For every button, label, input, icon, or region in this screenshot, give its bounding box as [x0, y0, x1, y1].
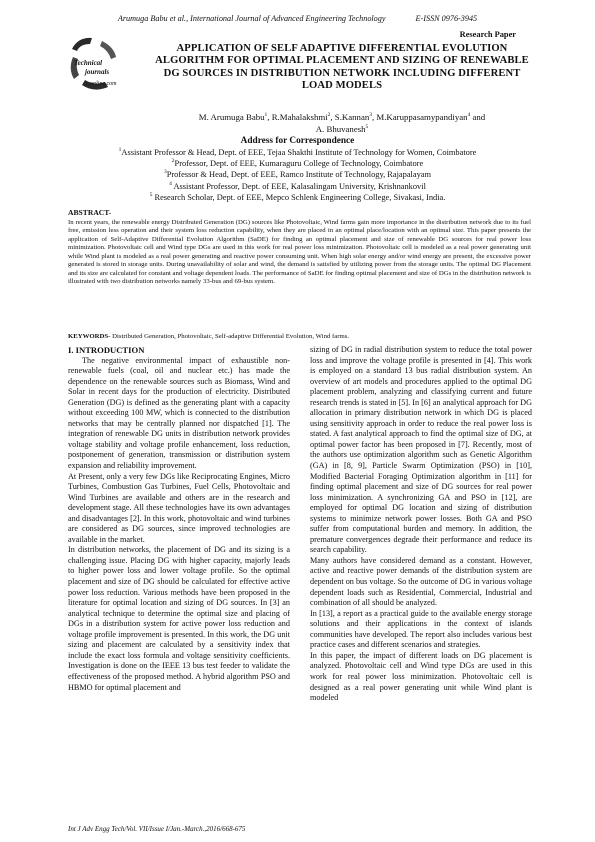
keywords-text: Distributed Generation, Photovoltaic, Self-adaptive Differential Evolution, Wind farms.	[110, 333, 350, 340]
paragraph: The negative environmental impact of exhaustible non-renewable fuels (coal, oil and nuclear etc.) has made the dependence on the renewable sources such as Biomass, Wind and Solar in recent days for the production of electricity. Distributed Generation (DG) is defined as the generating plant with a capacity without exceeding 100 MW, which is connected to the distribution networks that may be centrally planned nor dispatched [1]. The integration of renewable DG units in distribution network provides voltage stability and voltage profile enhancement, loss reduction, postponement of generation, transmission or distribution system expansion and reliability improvement.	[68, 355, 290, 471]
paragraph: Many authors have considered demand as a constant. However, active and reactive power demands of the distribution system are dependent on bus voltage. So the outcome of DG in various voltage dependent loads such as Residential, Commercial, Industrial and combination of all should be analyzed.	[310, 555, 532, 608]
paragraph: In [13], a report as a practical guide to the available energy storage solutions and their applications in the context of islands communities have developed. The report also includes various best practice cases and different scenarios and strategies.	[310, 608, 532, 650]
logo-text-3: online.com	[90, 81, 117, 87]
running-header	[0, 14, 595, 23]
paper-type: Research Paper	[459, 30, 516, 39]
abstract-label: ABSTRACT-	[68, 208, 112, 217]
logo-text-1: Technical	[74, 59, 103, 67]
logo-text-2: journals	[85, 68, 110, 76]
affiliation-line: $^5$ Research Scholar, Dept. of EEE, Mepco Schlenk Engineering College, Sivakasi, India.	[149, 192, 446, 202]
correspondence-heading: Address for Correspondence	[240, 136, 355, 146]
abstract	[68, 209, 531, 287]
paper-title: APPLICATION OF SELF ADAPTIVE DIFFERENTIAL EVOLUTION ALGORITHM FOR OPTIMAL PLACEMENT AND SIZING OF RENEWABLE DG SOURCES IN DISTRIBUTION NETWORK INCLUDING DIFFERENT LOAD MODELS	[155, 43, 529, 92]
right-column	[310, 345, 532, 704]
journal-logo	[68, 35, 126, 95]
affiliations	[0, 147, 595, 203]
paragraph: In distribution networks, the placement of DG and its sizing is a challenging issue. Placing DG with higher capacity, majorly leads to higher power loss and lower voltage profile. So the optimal placement and size of DG should be calculated for effective active power loss reduction. Various methods have been proposed in the literature for optimal location and sizing of DG sources. In [3] an analytical technique to determine the optimal size and placing of DGs in a distribution system for active power loss reduction and voltage profile improvement is presented. In this work, the DG unit sizing and placement are calculated by a sensitivity index that include the exact loss formula and voltage sensitivity coefficients. Investigation is done on the IEEE 13 bus test feeder to validate the effectiveness of the proposed method. A hybrid algorithm PSO and HBMO for optimal placement and	[68, 545, 290, 692]
paragraph: In this paper, the impact of different loads on DG placement is analyzed. Photovoltaic cell and Wind type DGs are used in this work for real power loss minimization. Photovoltaic cell is designed as a real power generating unit while Wind plant is modeled	[310, 650, 532, 703]
header-authors: Arumuga Babu et al.,	[117, 14, 189, 23]
header-journal: International Journal of Advanced Engineering Technology	[188, 14, 386, 23]
page-footer: Int J Adv Engg Tech/Vol. VII/Issue I/Jan.-March.,2016/668-675	[68, 825, 246, 833]
keywords-label: KEYWORDS-	[68, 333, 111, 340]
paragraph: sizing of DG in radial distribution system to reduce the total power loss and improve the voltage profile is presented in [4]. This work is employed on a standard 13 bus radial distribution system. An overview of art models and procedures applied to the optimal DG placement problem, analyzing and classifying current and future research trends is stated in [5]. In [6] an analytical approach for DG allocation in primary distribution network in which DG is placed using sensitivity approach in order to reduce the real power loss is stated. A fast analytical approach to find the optimal size of DG, at optimal power factor has been proposed in [7]. Recently, most of the authors use optimization algorithm such as Genetic Algorithm (GA) in [8, 9], Particle Swarm Optimization (PSO) in [10], Modified Bacterial Foraging Optimization algorithm in [11] for finding optimal placement and size of DG sources for real power loss minimization. A synchronizing GA and PSO in [12], are employed for optimal DG location and sizing of distribution systems to minimize network power losses. Both GA and PSO suffer from computational burden and memory. In addition, the premature convergences degrade their performance and reduce its search capability.	[310, 345, 532, 555]
author-name: M.Karuppasamypandiyan	[376, 112, 468, 122]
header-issn: E-ISSN 0976-3945	[415, 14, 478, 23]
author-name: M. Arumuga Babu	[198, 112, 265, 122]
affiliation-line: $^1$Assistant Professor & Head, Dept. of EEE, Tejaa Shakthi Institute of Technology for Women, Coimbatore	[118, 147, 477, 157]
keywords	[68, 333, 531, 340]
left-column	[68, 345, 290, 693]
author-name: S.Kannan	[334, 112, 370, 122]
section-heading: I. INTRODUCTION	[68, 345, 145, 355]
author-name: A. Bhuvanesh	[315, 124, 366, 134]
author-name: R.Mahalakshmi	[271, 112, 328, 122]
paragraph: At Present, only a very few DGs like Reciprocating Engines, Micro Turbines, Combustion Gas Turbines, Fuel Cells, Photovoltaic and Wind Turbines are available and others are in the research and development stage. All these technologies have its own advantages and disadvantages [2]. In this work, photovoltaic and wind turbines are considered as DG sources, since improved technologies are available in the market.	[68, 471, 290, 544]
affiliation-line: $^3$Professor & Head, Dept. of EEE, Ramco Institute of Technology, Rajapalayam	[163, 169, 432, 180]
abstract-text: In recent years, the renewable energy Distributed Generation (DG) sources like Photovoltaic, Wind farms gain more importance in the distribution network due to its fuel free, emission less operation and their system loss reduction capability, when they are placed in an optimal place/location with an optimal size. This paper presents the application of Self-Adaptive Differential Evolution Algorithm (SaDE) for finding an optimal placement and size of renewable DG sources for real power loss minimization. Photovoltaic cell and Wind type DGs are used in this work for real power loss minimization. Photovoltaic cell is modeled as a real power generating unit while Wind plant is modeled as a real power generating and reactive power consuming unit. When high solar energy and/or wind energy are present, the excessive power generated is stored in storage units. During unavailability of solar and wind, the demand is satisfied by utilizing power from the storage units. The optimal DG Placement and its size are calculated for constant and voltage dependent loads. The performance of SaDE for finding optimal placement and size of DGs in the distribution network is illustrated with two distribution networks namely 33-bus and 69-bus system.	[68, 218, 531, 286]
affiliation-line: $^4$ Assistant Professor, Dept. of EEE, Kalasalingam University, Krishnankovil	[169, 180, 426, 191]
affiliation-line: $^2$Professor, Dept. of EEE, Kumaraguru College of Technology, Coimbatore	[171, 158, 424, 169]
author-list: M. Arumuga Babu$^1$, R.Mahalakshmi$^2$, S.Kannan$^3$, M.Karuppasamypandiyan$^4$ and A. Bhuvanesh$^5$	[198, 112, 486, 134]
